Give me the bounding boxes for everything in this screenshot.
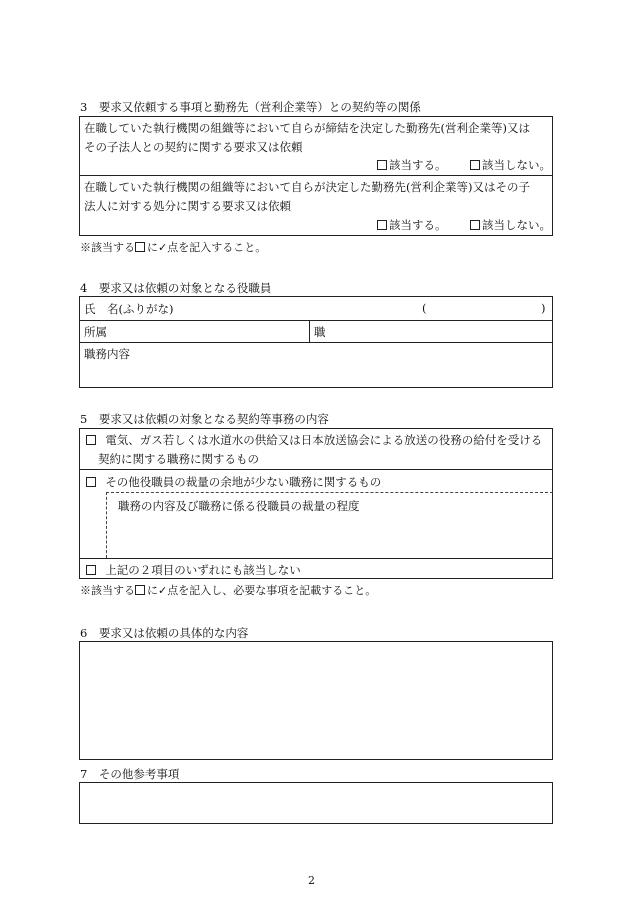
checkbox-icon[interactable] xyxy=(86,435,96,445)
section5-note xyxy=(80,582,376,598)
section3-row1-yes-option[interactable] xyxy=(377,157,447,173)
section5-divider-1 xyxy=(79,469,553,470)
section5-item3[interactable] xyxy=(86,562,301,578)
note-suffix: 点を記入し、必要な事項を記載すること。 xyxy=(167,584,377,597)
section4-heading: 4 要求又は依頼の対象となる役職員 xyxy=(80,281,272,295)
section5-item1[interactable] xyxy=(86,432,542,448)
section4-divider-1 xyxy=(79,320,553,321)
item2-label: その他役職員の裁量の余地が少ない職務に関するもの xyxy=(105,475,382,489)
page-number: 2 xyxy=(308,874,315,887)
section6-heading: 6 要求又は依頼の具体的な内容 xyxy=(80,626,249,640)
section5-item2-sub-label: 職務の内容及び職務に係る役職員の裁量の程度 xyxy=(118,499,360,513)
position-label: 職 xyxy=(314,325,326,339)
section7-heading: 7 その他参考事項 xyxy=(80,767,180,781)
section5-divider-2 xyxy=(79,558,553,559)
furigana-paren-close: ) xyxy=(541,301,546,315)
checkbox-icon xyxy=(135,585,145,595)
section5-sub-top-border xyxy=(106,492,553,493)
checkmark-icon: ✓ xyxy=(158,241,168,254)
section3-row2-line2: 法人に対する処分に関する要求又は依頼 xyxy=(84,199,291,213)
section6-content-box[interactable] xyxy=(79,641,553,760)
section3-row2-line1: 在職していた執行機関の組織等において自らが決定した勤務先(営利企業等)又はその子 xyxy=(84,180,530,194)
name-label: 氏 名(ふりがな) xyxy=(84,302,174,316)
note-prefix: ※該当する xyxy=(80,584,135,597)
section3-row2-no-option[interactable] xyxy=(470,217,551,233)
section3-row1-line2: その子法人との契約に関する要求又は依頼 xyxy=(84,140,303,154)
item1-line1: 電気、ガス若しくは水道水の供給又は日本放送協会による放送の役務の給付を受ける xyxy=(105,433,543,447)
section5-sub-left-border xyxy=(106,492,107,558)
checkbox-icon[interactable] xyxy=(470,160,480,170)
section5-item1-line2: 契約に関する職務に関するもの xyxy=(98,452,259,466)
section3-row-divider xyxy=(79,175,553,176)
option-label: 該当する。 xyxy=(389,158,447,172)
option-label: 該当しない。 xyxy=(482,218,551,232)
section3-row1-line1: 在職していた執行機関の組織等において自らが締結を決定した勤務先(営利企業等)又は xyxy=(84,121,530,135)
section5-item2[interactable] xyxy=(86,474,381,490)
section3-note xyxy=(80,239,266,255)
checkbox-icon[interactable] xyxy=(377,160,387,170)
section4-col-divider xyxy=(309,320,310,342)
checkbox-icon[interactable] xyxy=(86,565,96,575)
option-label: 該当する。 xyxy=(389,218,447,232)
duties-label: 職務内容 xyxy=(84,347,130,361)
checkbox-icon[interactable] xyxy=(377,220,387,230)
checkbox-icon[interactable] xyxy=(86,477,96,487)
section3-heading: 3 要求又依頼する事項と勤務先（営利企業等）との契約等の関係 xyxy=(80,100,421,114)
section3-row1-no-option[interactable] xyxy=(470,157,551,173)
note-prefix: ※該当する xyxy=(80,241,135,254)
affiliation-label: 所属 xyxy=(84,325,107,339)
note-suffix: 点を記入すること。 xyxy=(167,241,267,254)
section7-content-box[interactable] xyxy=(79,782,553,824)
checkmark-icon: ✓ xyxy=(158,584,168,597)
item3-label: 上記の２項目のいずれにも該当しない xyxy=(105,563,301,577)
section4-divider-2 xyxy=(79,342,553,343)
note-mid: に xyxy=(147,241,158,254)
checkbox-icon[interactable] xyxy=(470,220,480,230)
section3-row2-yes-option[interactable] xyxy=(377,217,447,233)
furigana-paren-open: ( xyxy=(422,301,427,315)
section5-heading: 5 要求又は依頼の対象となる契約等事務の内容 xyxy=(80,412,329,426)
option-label: 該当しない。 xyxy=(482,158,551,172)
checkbox-icon xyxy=(135,242,145,252)
note-mid: に xyxy=(147,584,158,597)
